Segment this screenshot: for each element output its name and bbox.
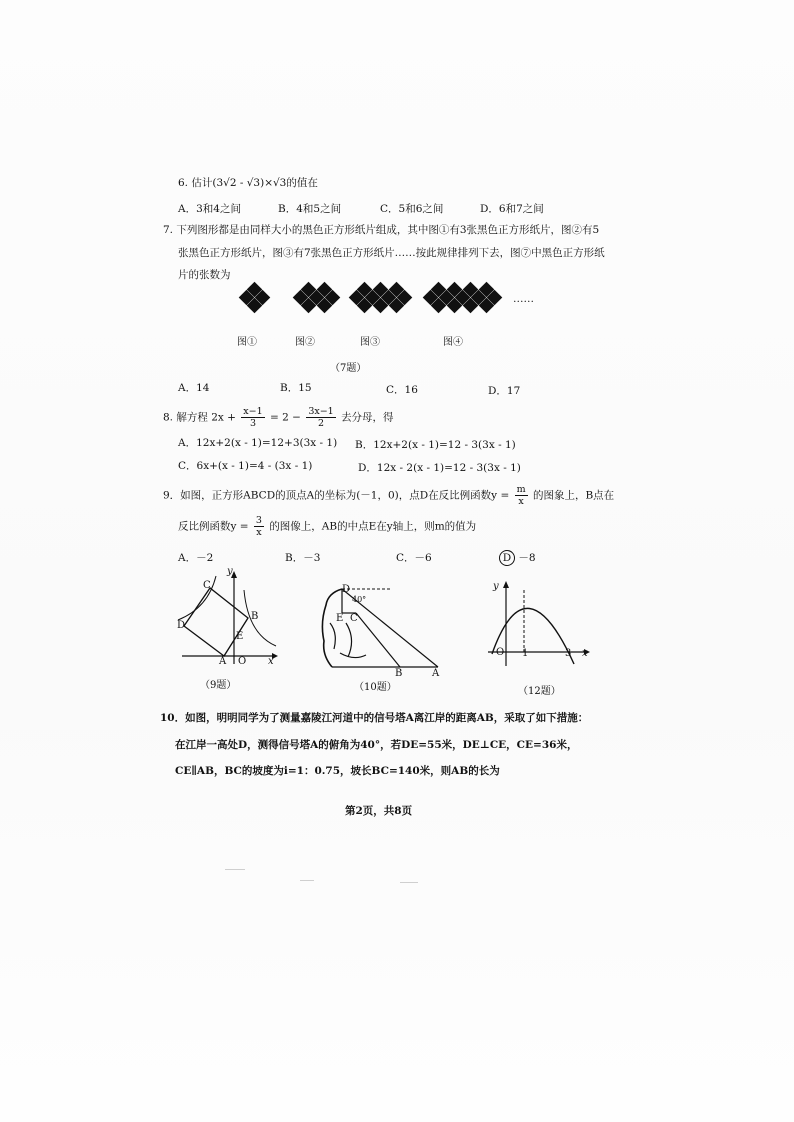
scan-artifact [400, 882, 418, 883]
q7-stem-line1: 7. 下列图形都是由同样大小的黑色正方形纸片组成，其中图①有3张黑色正方形纸片，图②有5 [163, 224, 600, 236]
fig9-label-c: C [203, 580, 211, 591]
q8-eq-left: 2x + [211, 411, 236, 424]
pattern-figure-2 [293, 282, 341, 314]
q7-figure-label-4: 图④ [443, 337, 463, 348]
q8-option-d: D．12x - 2(x - 1)=12 - 3(3x - 1) [358, 462, 521, 474]
fig10-label-c: C [350, 613, 358, 624]
fig12-parabola-curve [492, 608, 574, 664]
q9-fraction-m-denominator: x [518, 496, 524, 507]
q9-fraction-3-denominator: x [256, 527, 262, 538]
q10-stem-line1: 10．如图，明明同学为了测量嘉陵江河道中的信号塔A离江岸的距离AB，采取了如下措施： [160, 712, 589, 724]
q9-option-a: A．－2 [178, 552, 214, 564]
scan-artifact [300, 880, 314, 881]
q10-stem-line3: CE∥AB，BC的坡度为i=1：0.75，坡长BC=140米，则AB的长为 [175, 765, 500, 777]
q8-option-b: B．12x+2(x - 1)=12 - 3(3x - 1) [355, 439, 516, 451]
q8-fraction-1 [241, 406, 264, 429]
pattern-figure-1 [239, 282, 271, 314]
q8-fraction-2-denominator: 2 [317, 418, 325, 429]
q9-option-c: C．－6 [396, 552, 432, 564]
q8-fraction-1-numerator: x−1 [243, 406, 263, 417]
q9-line1-text-a: 9．如图，正方形ABCD的顶点A的坐标为(－1，0)，点D在反比例函数y = [163, 489, 510, 502]
q8-stem [163, 406, 394, 429]
fig10-cliff-shading [330, 623, 366, 658]
fig9-label-e: E [236, 631, 244, 642]
figure-9-square-hyperbola [172, 568, 282, 668]
page-footer: 第2页，共8页 [345, 805, 413, 817]
q6-option-c: C．5和6之间 [380, 203, 444, 215]
q9-fraction-m-over-x [515, 484, 528, 507]
q8-option-c: C．6x+(x - 1)=4 - (3x - 1) [178, 460, 313, 472]
fig10-riverbank-cliff [322, 589, 342, 667]
q7-caption: （7题） [330, 363, 367, 374]
q6-option-b: B．4和5之间 [278, 203, 342, 215]
fig9-label-x: x [268, 656, 274, 667]
q8-option-a: A．12x+2(x - 1)=12+3(3x - 1) [178, 437, 338, 449]
fig12-label-x: x [582, 648, 588, 659]
q9-line2-text-a: 反比例函数y = [178, 520, 249, 533]
scan-artifact [225, 869, 245, 870]
q6-stem: 6. 估计(3√2 - √3)×√3的值在 [178, 177, 318, 189]
q8-stem-prefix: 8. 解方程 [163, 411, 208, 424]
pattern-figure-3 [349, 282, 413, 314]
q8-stem-suffix: 去分母，得 [341, 411, 394, 424]
q9-circled-option-value: －8 [518, 552, 536, 564]
figure-10-signal-tower-slope [310, 583, 450, 683]
q9-fraction-3-numerator: 3 [255, 515, 262, 526]
q9-option-d-marked [499, 550, 536, 566]
q7-option-d: D．17 [488, 385, 521, 397]
q6-option-d: D．6和7之间 [480, 203, 544, 215]
fig10-slope-cb [356, 613, 400, 667]
fig10-caption: （10题） [354, 682, 397, 693]
q7-option-c: C．16 [386, 384, 418, 396]
q7-ellipsis: …… [513, 293, 534, 305]
q8-fraction-2-numerator: 3x−1 [308, 406, 334, 417]
q8-fraction-2 [306, 406, 335, 429]
q9-circled-letter: D [502, 552, 512, 564]
fig9-caption: （9题） [200, 680, 237, 691]
q9-option-b: B．－3 [285, 552, 321, 564]
fig9-square-abcd [184, 588, 248, 656]
pattern-figure-4 [423, 282, 503, 314]
fig9-label-o: O [238, 656, 247, 667]
fig9-label-a: A [219, 656, 227, 667]
q9-line1-text-b: 的图象上，B点在 [532, 489, 615, 502]
handwritten-circle-mark [499, 550, 515, 566]
fig10-label-a: A [432, 668, 440, 679]
fig10-label-e: E [336, 613, 344, 624]
fig9-hyperbola-right [244, 590, 276, 646]
fig10-label-angle: 40° [352, 595, 367, 604]
q9-stem-line2 [178, 515, 476, 538]
fig12-y-axis-arrow [503, 581, 509, 588]
q7-option-b: B．15 [280, 382, 312, 394]
q7-figure-label-2: 图② [295, 337, 315, 348]
fig12-label-y: y [493, 581, 499, 592]
q9-stem-line1 [163, 484, 614, 507]
fig10-label-b: B [395, 668, 403, 679]
q10-stem-line2: 在江岸一高处D，测得信号塔A的俯角为40°，若DE=55米，DE⊥CE，CE=36米， [175, 739, 578, 751]
q7-option-a: A．14 [178, 382, 210, 394]
fig10-label-d: D [342, 584, 351, 595]
fig9-label-d: D [177, 620, 186, 631]
q9-fraction-3-over-x [254, 515, 264, 538]
q8-fraction-1-denominator: 3 [249, 418, 256, 429]
q7-stem-line3: 片的张数为 [178, 269, 231, 281]
fig12-label-1: 1 [522, 648, 529, 659]
fig12-caption: （12题） [518, 686, 561, 697]
q9-line2-text-b: 的图像上，AB的中点E在y轴上，则m的值为 [269, 520, 477, 533]
fig9-label-y: y [227, 566, 233, 577]
q9-fraction-m-numerator: m [516, 484, 526, 495]
fig12-label-o: O [496, 647, 505, 658]
fig12-label-3: 3 [565, 648, 572, 659]
q7-stem-line2: 张黑色正方形纸片，图③有7张黑色正方形纸片……按此规律排列下去，图⑦中黑色正方形纸 [178, 247, 605, 259]
q7-figure-label-1: 图① [237, 337, 257, 348]
q8-eq-middle: = 2 − [270, 411, 301, 424]
fig9-label-b: B [251, 611, 259, 622]
q7-figure-label-3: 图③ [360, 337, 380, 348]
q6-option-a: A．3和4之间 [178, 203, 241, 215]
